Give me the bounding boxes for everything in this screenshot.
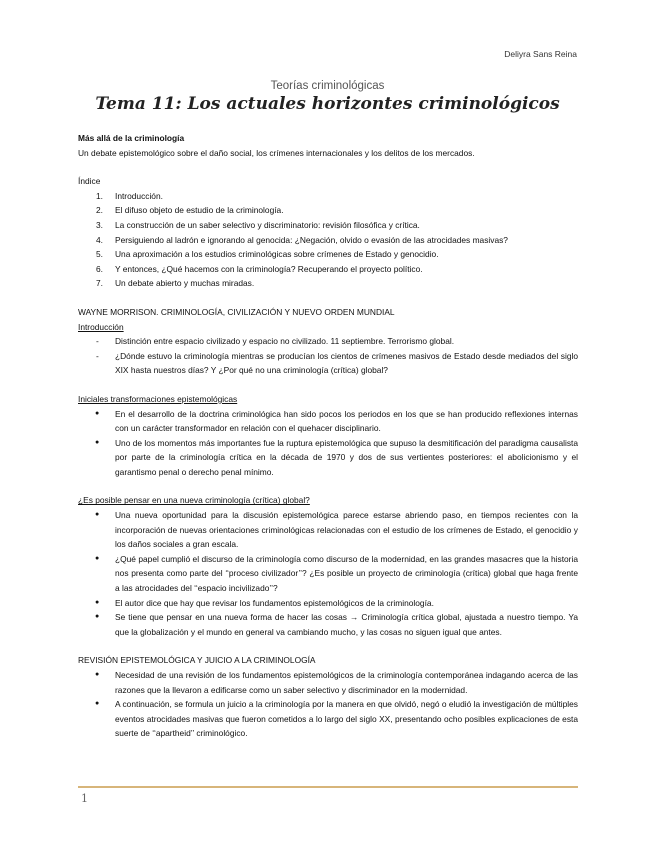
revision-list	[78, 668, 578, 741]
index-heading: Índice	[78, 176, 101, 187]
list-item: ● Necesidad de una revisión de los fundamentos epistemológicos de la criminología contemporánea indagando acerca de las razones que la llevaron a edificarse como un saber selectivo y discriminador en la modernidad.	[78, 668, 578, 697]
index-item: 5. Una aproximación a los estudios criminológicas sobre crímenes de Estado y genocidio.	[96, 249, 439, 260]
index-item: 1. Introducción.	[96, 190, 163, 201]
section-heading-revision: REVISIÓN EPISTEMOLÓGICA Y JUICIO A LA CRIMINOLOGÍA	[78, 655, 316, 666]
author-name: Deliyra Sans Reina	[504, 49, 577, 59]
index-item: 4. Persiguiendo al ladrón e ignorando al genocida: ¿Negación, olvido o evasión de las atrocidades masivas?	[96, 234, 508, 245]
index-item: 2. El difuso objeto de estudio de la criminología.	[96, 205, 284, 216]
index-item: 6. Y entonces, ¿Qué hacemos con la criminología? Recuperando el proyecto político.	[96, 263, 423, 274]
list-item: ● Se tiene que pensar en una nueva forma de hacer las cosas → Criminología crítica global, ajustada a nuestro tiempo. Ya que la globalización y el mundo en general va cambiando mucho, y las cosas no siguen igual que antes.	[78, 610, 578, 639]
list-item: ● Uno de los momentos más importantes fue la ruptura epistemológica que supuso la desmitificación del paradigma causalista por parte de la criminología crítica en la década de 1970 y dos de sus vertientes posteriores: el abolicionismo y el garantismo penal o derecho penal mínimo.	[78, 436, 578, 480]
intro-text: Un debate epistemológico sobre el daño social, los crímenes internacionales y los delitos de los mercados.	[78, 147, 475, 158]
transformaciones-list	[78, 407, 578, 480]
criminologia-global-list	[78, 508, 578, 639]
list-item: ● A continuación, se formula un juicio a la criminología por la manera en que olvidó, negó o eludió la investigación de múltiples eventos atrocidades masivas que fueron cometidos a lo largo del siglo XX, presentando ocho posibles explicaciones de esta suerte de ‘‘apartheid’’ criminológico.	[78, 697, 578, 741]
document-subtitle: Teorías criminológicas	[270, 80, 385, 92]
index-item: 7. Un debate abierto y muchas miradas.	[96, 278, 255, 289]
subheading-transformaciones: Iniciales transformaciones epistemológicas	[78, 393, 238, 404]
page-number: 1	[81, 792, 88, 805]
intro-heading: Más allá de la criminología	[78, 133, 185, 143]
intro-bullet-list	[78, 334, 578, 378]
section-heading-morrison: WAYNE MORRISON. CRIMINOLOGÍA, CIVILIZACIÓN Y NUEVO ORDEN MUNDIAL	[78, 306, 395, 317]
list-item: - Distinción entre espacio civilizado y espacio no civilizado. 11 septiembre. Terrorismo global.	[78, 334, 578, 349]
document-body	[78, 131, 578, 741]
list-item: ● Una nueva oportunidad para la discusión epistemológica parece estarse abriendo paso, en tiempos recientes con la incorporación de nuevas orientaciones criminológicas relacionadas con el estudio de los crímenes de Estado, el genocidio y los daños sociales a gran escala.	[78, 508, 578, 552]
list-item: ● En el desarrollo de la doctrina criminológica han sido pocos los periodos en los que se han producido reflexiones internas con un carácter transformador en relación con el quehacer disciplinario.	[78, 407, 578, 436]
index-item: 3. La construcción de un saber selectivo y discriminatorio: revisión filosófica y crítica.	[96, 219, 420, 230]
subheading-introduccion: Introducción	[78, 321, 124, 332]
footer-rule	[78, 786, 578, 788]
index-list	[78, 189, 578, 291]
list-item: ● ¿Qué papel cumplió el discurso de la criminología como discurso de la modernidad, en las grandes masacres que la historia nos presenta como parte del ‘‘proceso civilizador’’? ¿Es posible un proyecto de criminología (crítica) global que haga frente a las atrocidades del ‘‘espacio incivilizado’’?	[78, 552, 578, 596]
document-title: Tema 11: Los actuales horizontes criminológicos	[95, 94, 560, 114]
subheading-criminologia-global: ¿Es posible pensar en una nueva criminología (crítica) global?	[78, 495, 310, 506]
list-item: - ¿Dónde estuvo la criminología mientras se producían los cientos de crímenes masivos de Estado desde mediados del siglo XIX hasta nuestros días? Y ¿Por qué no una criminología (crítica) global?	[78, 349, 578, 378]
list-item: ● El autor dice que hay que revisar los fundamentos epistemológicos de la criminología.	[78, 596, 578, 611]
